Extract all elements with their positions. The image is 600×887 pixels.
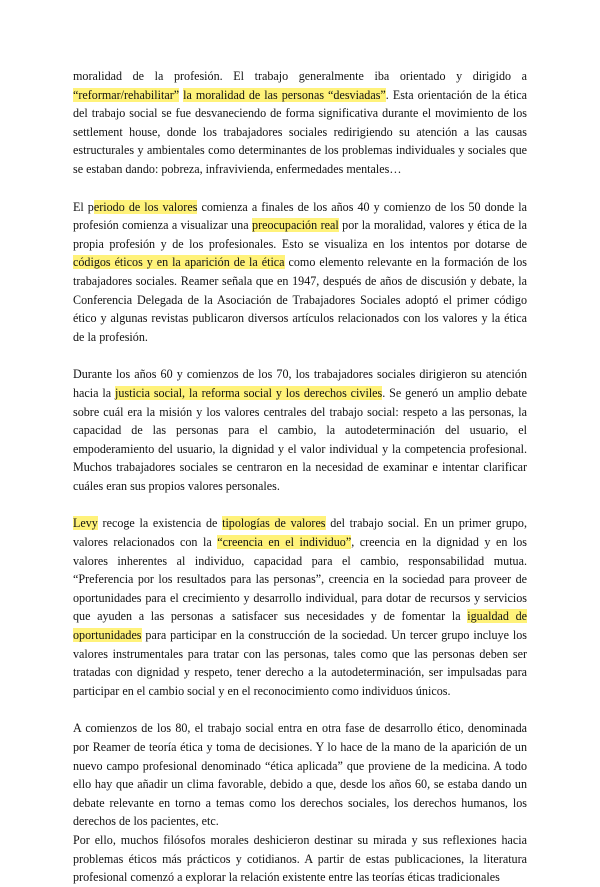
highlighted-text: preocupación real [252,218,339,233]
paragraph-spacer [73,346,527,365]
text-segment: comienza a finales de los años 40 y comienzo de los 50 donde la profesión comienza a visualizar una [73,199,527,233]
highlighted-text: “reformar/rehabilitar” [73,87,180,102]
text-segment: , creencia en la dignidad y en los valores inherentes al individuo, capacidad para el cambio, responsabilidad mutua. “Preferencia por los resultados para las personas”, creencia en la sociedad para proveer de oportunidades para el crecimiento y desarrollo individual, para dotar de recursos y servicios que ayuden a las personas a satisfacer sus necesidades y de fomentar la [73,535,527,624]
highlighted-text: “creencia en el individuo” [217,535,352,550]
highlighted-text: igualdad de oportunidades [73,609,527,643]
paragraph-ethics-morality [73,67,527,179]
highlighted-text: códigos éticos y en la aparición de la ética [73,255,285,270]
text-segment: para participar en la construcción de la sociedad. Un tercer grupo incluye los valores instrumentales para tratar con las personas, tales como que las personas deben ser tratadas con dignidad y respeto, tener derecho a la autodeterminación, ser impulsadas para participar en el cambio social y en el reconocimiento como individuos únicos. [73,628,527,698]
text-segment: . Esta orientación de la ética del trabajo social se fue desvaneciendo de forma significativa durante el movimiento de los settlement house, donde los trabajadores sociales redirigiendo su atención a las causas estructurales y ambientales como determinantes de los problemas individuales y sociales que se estaban dando: pobreza, infravivienda, enfermedades mentales… [73,87,528,176]
text-segment: recoge la existencia de [97,516,223,531]
paragraph-values-period [73,198,527,347]
highlighted-text: tipologías de valores [222,516,326,531]
text-segment: Por ello, muchos filósofos morales deshicieron destinar su mirada y sus reflexiones hacia problemas éticos más prácticos y cotidianos. A partir de estas publicaciones, la literatura profesional comenzó a explorar la relación existente entre las teorías éticas tradicionales [73,832,527,885]
highlighted-text: eriodo de los valores [93,199,198,214]
paragraph-moral-philosophers [73,831,527,887]
text-segment: del trabajo social. En un primer grupo, valores relacionados con la [73,516,527,550]
paragraph-levy-typologies [73,514,527,700]
highlighted-text: justicia social, la reforma social y los derechos civiles [115,385,383,400]
paragraph-spacer [73,700,527,719]
paragraph-sixties-seventies [73,365,527,495]
text-segment: moralidad de la profesión. El trabajo generalmente iba orientado y dirigido a [73,69,527,83]
paragraph-spacer [73,179,527,198]
paragraph-eighties [73,719,527,831]
text-segment: El p [73,199,94,214]
text-segment: por la moralidad, valores y ética de la propia profesión y de los profesionales. Esto se visualiza en los intentos por dotarse de [73,218,528,251]
text-segment: Durante los años 60 y comienzos de los 70, los trabajadores sociales dirigieron su atención hacia la [73,367,527,400]
document-page [73,67,527,887]
paragraph-spacer [73,495,527,514]
text-segment: . Se generó un amplio debate sobre cuál era la misión y los valores centrales del trabajo social: respeto a las personas, la capacidad de las personas para el cambio, la autodeterminación del usuario, el empoderamiento del usuario, la dignidad y el valor individual y la competencia profesional. Muchos trabajadores sociales se centraron en la necesidad de examinar e intentar clarificar cuáles eran sus propios valores personales. [73,385,527,493]
highlighted-text: la moralidad de las personas “desviadas” [183,87,386,102]
highlighted-text: Levy [73,516,98,531]
text-segment: A comienzos de los 80, el trabajo social entra en otra fase de desarrollo ético, denominada por Reamer de teoría ética y toma de decisiones. Y lo hace de la mano de la aparición de un nuevo campo profesional denominado “ética aplicada” que proviene de la medicina. A todo ello hay que añadir un clima favorable, debido a que, desde los años 60, se estaba dando un debate relevante en torno a temas como los derechos sociales, los derechos humanos, los derechos de los pacientes, etc. [73,721,527,829]
text-segment: como elemento relevante en la formación de los trabajadores sociales. Reamer señala que en 1947, después de años de discusión y debate, la Conferencia Delegada de la Asociación de Trabajadores Sociales adoptó el primer código ético y algunas revistas publicaron diversos artículos relacionados con los valores y la ética de la profesión. [73,255,528,344]
